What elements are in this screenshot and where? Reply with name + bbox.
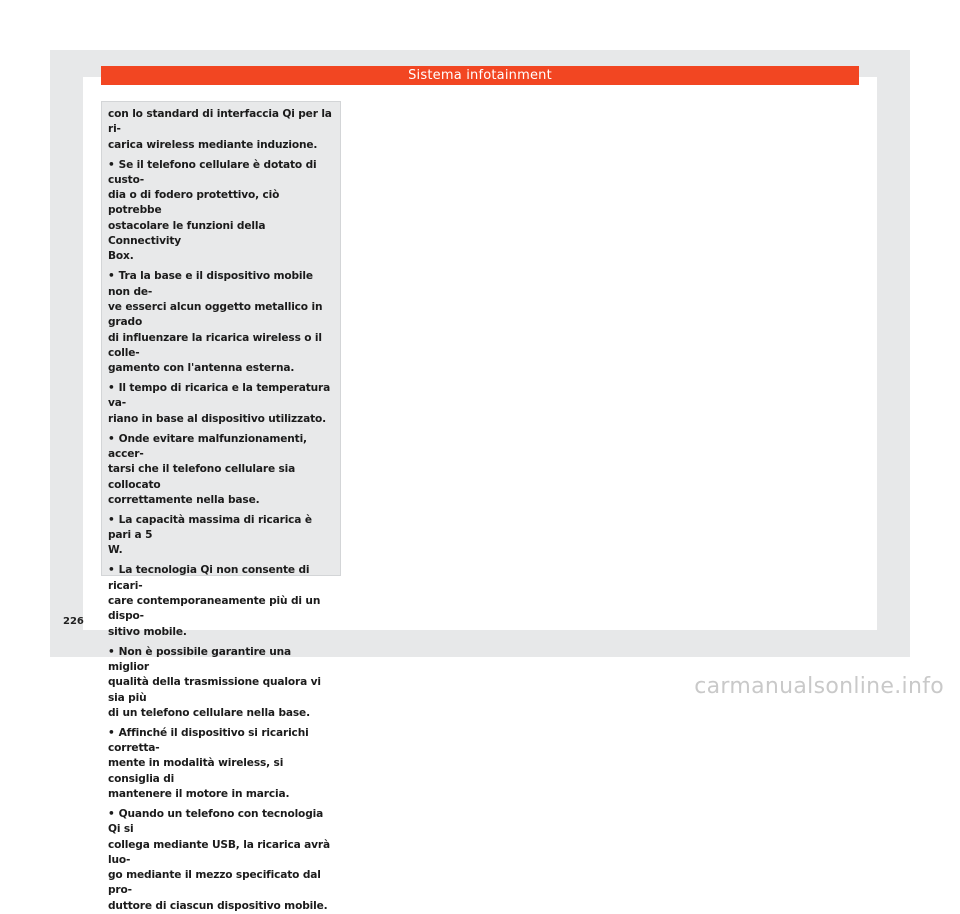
intro-text: con lo standard di interfaccia Qi per la ri- carica wireless mediante induzione. [108, 108, 332, 151]
bullet-item [108, 432, 334, 508]
bullet-item [108, 563, 334, 639]
bullet-icon: • [108, 270, 115, 283]
bullet-text: Non è possibile garantire una miglior qualità della trasmissione qualora vi sia più di un telefono cellulare nella base. [108, 645, 321, 719]
bullet-item [108, 158, 334, 265]
note-box [101, 101, 341, 912]
bullet-text: Onde evitare malfunzionamenti, accer- tarsi che il telefono cellulare sia collocato correttamente nella base. [108, 432, 307, 506]
bullet-icon: • [108, 645, 115, 658]
bullet-text: La tecnologia Qi non consente di ricari- care contemporaneamente più di un dispo- sitivo mobile. [108, 564, 321, 638]
bullet-icon: • [108, 564, 115, 577]
bullet-item [108, 807, 334, 914]
bullet-text: Se il telefono cellulare è dotato di custo- dia o di fodero protettivo, ciò potrebbe ostacolare le funzioni della Connectivity Box. [108, 158, 317, 263]
page-number: 226 [63, 616, 84, 627]
watermark: carmanualsonline.info [694, 674, 944, 699]
bullet-icon: • [108, 807, 115, 820]
bullet-text: Affinché il dispositivo si ricarichi corretta- mente in modalità wireless, si consiglia di mantenere il motore in marcia. [108, 726, 309, 800]
section-header [101, 66, 859, 85]
bullet-item [108, 381, 334, 427]
bullet-item [108, 269, 334, 376]
bullet-icon: • [108, 726, 115, 739]
bullet-item [108, 513, 334, 559]
note-intro [108, 107, 334, 153]
bullet-item [108, 726, 334, 802]
bullet-list [108, 158, 334, 914]
bullet-icon: • [108, 158, 115, 171]
section-title: Sistema infotainment [408, 68, 552, 83]
bullet-text: Quando un telefono con tecnologia Qi si collega mediante USB, la ricarica avrà luo- go mediante il mezzo specificato dal pro- duttore di ciascun dispositivo mobile. [108, 807, 330, 912]
bullet-text: La capacità massima di ricarica è pari a 5 W. [108, 513, 312, 557]
bullet-text: Tra la base e il dispositivo mobile non de- ve esserci alcun oggetto metallico in grado di influenzare la ricarica wireless o il colle- gamento con l'antenna esterna. [108, 270, 323, 375]
bullet-text: Il tempo di ricarica e la temperatura va- riano in base al dispositivo utilizzato. [108, 382, 331, 425]
bullet-icon: • [108, 513, 115, 526]
bullet-icon: • [108, 432, 115, 445]
bullet-icon: • [108, 382, 115, 395]
bullet-item [108, 645, 334, 721]
